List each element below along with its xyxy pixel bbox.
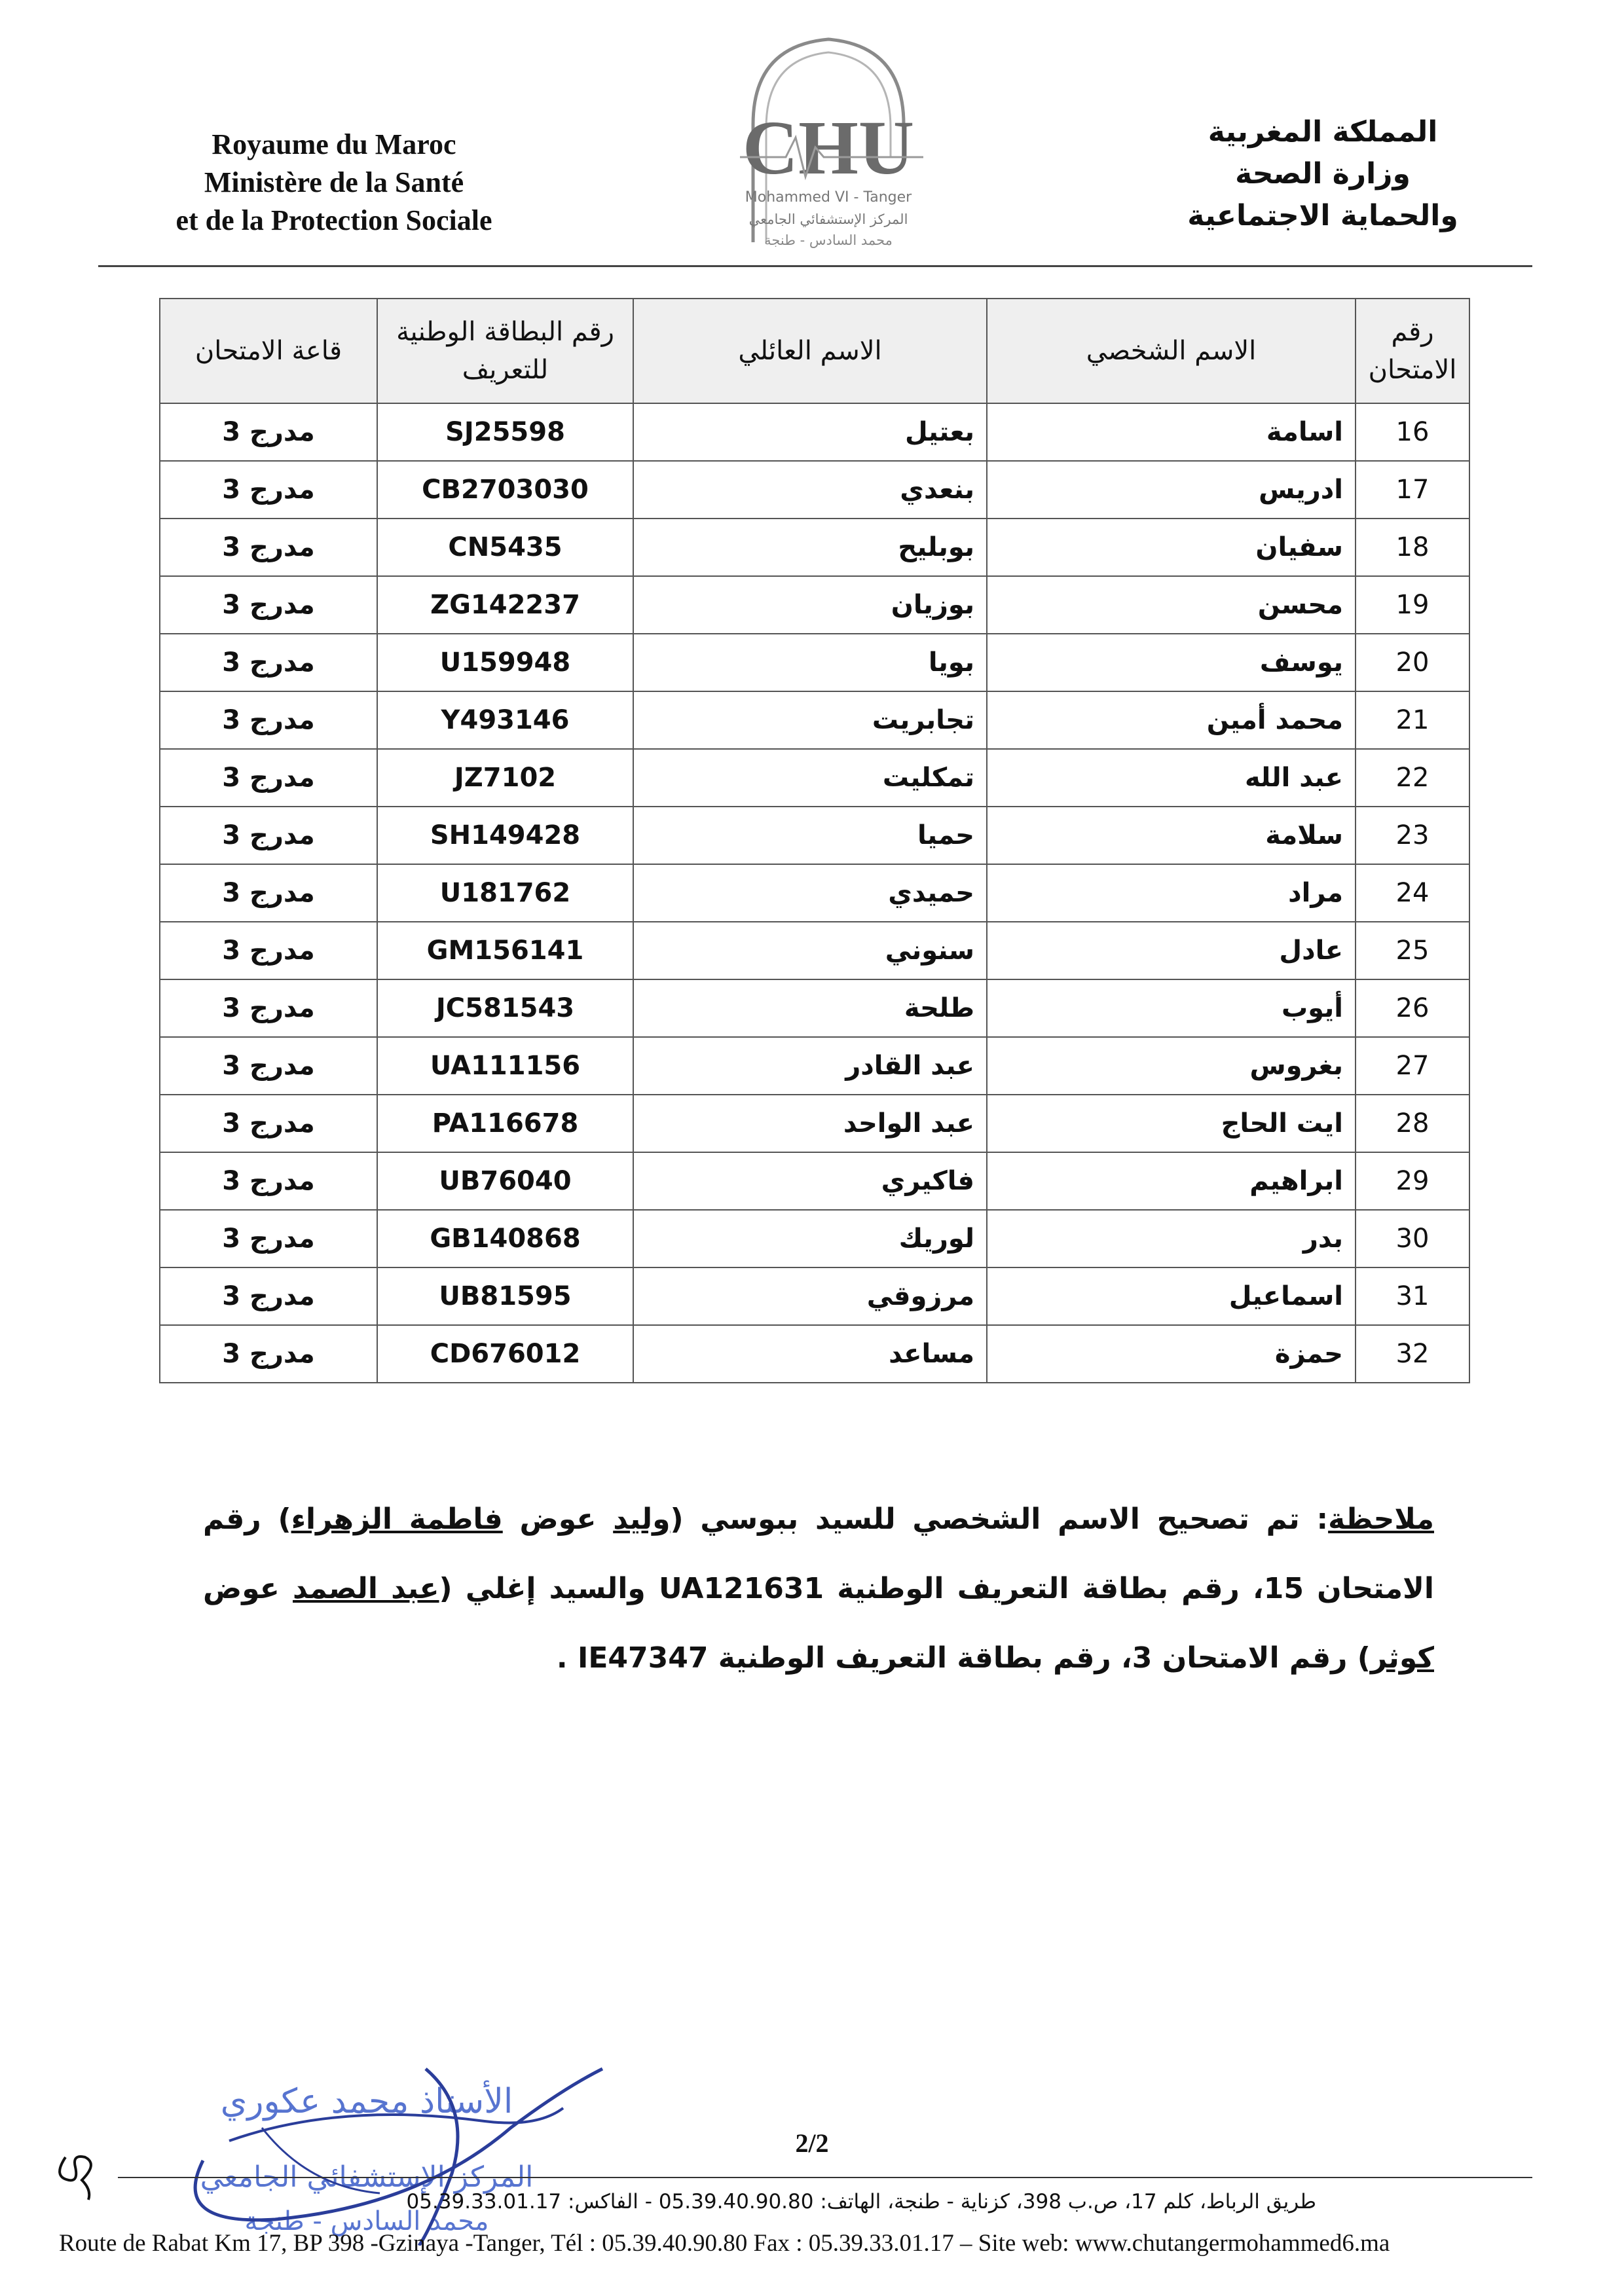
- cell-last-name: بعتيل: [633, 403, 987, 461]
- cell-exam-number: 22: [1356, 749, 1469, 807]
- cell-last-name: حميدي: [633, 864, 987, 922]
- cell-last-name: بويا: [633, 634, 987, 691]
- footer-divider: [118, 2177, 1532, 2178]
- note-national-id: UA121631: [658, 1572, 824, 1605]
- cell-first-name: سلامة: [987, 807, 1356, 864]
- column-header-first-name: الاسم الشخصي: [987, 299, 1356, 403]
- table-row: [160, 1152, 1469, 1210]
- note-national-id: IE47347: [577, 1641, 709, 1675]
- cell-exam-room: مدرج 3: [160, 922, 377, 979]
- table-header-row: [160, 299, 1469, 403]
- table-row: [160, 979, 1469, 1037]
- note-corrected-name: عبد الصمد: [293, 1572, 439, 1605]
- cell-exam-number: 28: [1356, 1095, 1469, 1152]
- cell-national-id: UB81595: [377, 1267, 633, 1325]
- cell-last-name: تجابريت: [633, 691, 987, 749]
- table-row: [160, 634, 1469, 691]
- cell-national-id: CD676012: [377, 1325, 633, 1383]
- table-row: [160, 864, 1469, 922]
- cell-exam-room: مدرج 3: [160, 403, 377, 461]
- table-row: [160, 576, 1469, 634]
- note-original-name: فاطمة الزهراء: [291, 1503, 503, 1536]
- cell-exam-room: مدرج 3: [160, 576, 377, 634]
- logo-arabic-line: محمد السادس - طنجة: [764, 232, 893, 248]
- cell-national-id: U181762: [377, 864, 633, 922]
- note-text: عوض: [203, 1572, 293, 1605]
- column-header-exam-number: رقم الامتحان: [1356, 299, 1469, 403]
- cell-first-name: عادل: [987, 922, 1356, 979]
- cell-first-name: سفيان: [987, 519, 1356, 576]
- chu-logo: [707, 26, 950, 275]
- column-header-national-id: رقم البطاقة الوطنية للتعريف: [377, 299, 633, 403]
- cell-exam-number: 17: [1356, 461, 1469, 519]
- cell-national-id: CB2703030: [377, 461, 633, 519]
- table-body: [160, 403, 1469, 1383]
- table-row: [160, 922, 1469, 979]
- cell-exam-room: مدرج 3: [160, 1095, 377, 1152]
- note-text: والسيد إغلي (: [439, 1572, 659, 1605]
- cell-first-name: ايت الحاج: [987, 1095, 1356, 1152]
- note-corrected-name: وليد: [613, 1503, 671, 1536]
- cell-national-id: JZ7102: [377, 749, 633, 807]
- cell-exam-room: مدرج 3: [160, 1210, 377, 1267]
- cell-first-name: اسماعيل: [987, 1267, 1356, 1325]
- header-french-line: Ministère de la Santé: [204, 166, 464, 198]
- table-row: [160, 461, 1469, 519]
- cell-national-id: UB76040: [377, 1152, 633, 1210]
- footer-french-address: Route de Rabat Km 17, BP 398 -Gzinaya -Tanger, Tél : 05.39.40.90.80 Fax : 05.39.33.01.17 – Site web: www.chutangermohammed6.ma: [59, 2230, 1390, 2257]
- column-header-exam-room: قاعة الامتحان: [160, 299, 377, 403]
- cell-first-name: مراد: [987, 864, 1356, 922]
- cell-last-name: عبد الواحد: [633, 1095, 987, 1152]
- logo-mark: CHU: [742, 105, 915, 191]
- cell-first-name: أيوب: [987, 979, 1356, 1037]
- table-row: [160, 403, 1469, 461]
- cell-first-name: محسن: [987, 576, 1356, 634]
- note-text: .: [556, 1641, 578, 1675]
- cell-national-id: JC581543: [377, 979, 633, 1037]
- table-row: [160, 1095, 1469, 1152]
- note-text: ) رقم الامتحان 15، رقم بطاقة التعريف الوطنية: [203, 1503, 1434, 1605]
- header-arabic-line: والحماية الاجتماعية: [1187, 199, 1458, 232]
- cell-exam-number: 18: [1356, 519, 1469, 576]
- cell-last-name: عبد القادر: [633, 1037, 987, 1095]
- cell-national-id: GB140868: [377, 1210, 633, 1267]
- cell-first-name: بغروس: [987, 1037, 1356, 1095]
- note-text: عوض: [502, 1503, 614, 1536]
- cell-exam-number: 32: [1356, 1325, 1469, 1383]
- table-row: [160, 807, 1469, 864]
- header-divider: [98, 265, 1532, 267]
- cell-last-name: بنعدي: [633, 461, 987, 519]
- cell-exam-number: 23: [1356, 807, 1469, 864]
- cell-exam-room: مدرج 3: [160, 1325, 377, 1383]
- stamp-name: الأستاذ محمد عكوري: [220, 2082, 513, 2121]
- cell-exam-room: مدرج 3: [160, 634, 377, 691]
- correction-note: [203, 1485, 1434, 1693]
- cell-exam-number: 20: [1356, 634, 1469, 691]
- cell-exam-number: 30: [1356, 1210, 1469, 1267]
- cell-exam-room: مدرج 3: [160, 691, 377, 749]
- cell-national-id: GM156141: [377, 922, 633, 979]
- cell-exam-number: 31: [1356, 1267, 1469, 1325]
- cell-last-name: بوبليح: [633, 519, 987, 576]
- header-arabic-line: وزارة الصحة: [1235, 157, 1411, 191]
- cell-exam-number: 26: [1356, 979, 1469, 1037]
- column-header-last-name: الاسم العائلي: [633, 299, 987, 403]
- cell-national-id: U159948: [377, 634, 633, 691]
- table-row: [160, 691, 1469, 749]
- cell-last-name: مساعد: [633, 1325, 987, 1383]
- cell-first-name: محمد أمين: [987, 691, 1356, 749]
- cell-exam-room: مدرج 3: [160, 864, 377, 922]
- cell-national-id: SJ25598: [377, 403, 633, 461]
- stamp-city: محمد السادس - طنجة: [244, 2206, 489, 2236]
- cell-exam-room: مدرج 3: [160, 1037, 377, 1095]
- cell-exam-number: 29: [1356, 1152, 1469, 1210]
- cell-first-name: اسامة: [987, 403, 1356, 461]
- cell-exam-room: مدرج 3: [160, 519, 377, 576]
- cell-last-name: بوزيان: [633, 576, 987, 634]
- cell-exam-number: 25: [1356, 922, 1469, 979]
- note-original-name: كوثر: [1370, 1641, 1434, 1675]
- cell-exam-number: 21: [1356, 691, 1469, 749]
- cell-exam-number: 16: [1356, 403, 1469, 461]
- note-text: ) رقم الامتحان 3، رقم بطاقة التعريف الوطنية: [708, 1641, 1371, 1675]
- header-arabic: [1166, 111, 1480, 237]
- header-arabic-line: المملكة المغربية: [1208, 115, 1438, 149]
- cell-national-id: PA116678: [377, 1095, 633, 1152]
- exam-list-table: [159, 298, 1470, 1383]
- logo-arabic-line: المركز الإستشفائي الجامعي: [748, 211, 908, 227]
- cell-national-id: UA111156: [377, 1037, 633, 1095]
- cell-national-id: ZG142237: [377, 576, 633, 634]
- cell-last-name: مرزوقي: [633, 1267, 987, 1325]
- cell-exam-room: مدرج 3: [160, 1152, 377, 1210]
- page-number: 2/2: [795, 2128, 829, 2158]
- cell-first-name: ادريس: [987, 461, 1356, 519]
- cell-last-name: حميا: [633, 807, 987, 864]
- header-french-line: et de la Protection Sociale: [175, 204, 492, 236]
- cell-first-name: ابراهيم: [987, 1152, 1356, 1210]
- table-row: [160, 749, 1469, 807]
- cell-exam-room: مدرج 3: [160, 979, 377, 1037]
- note-label: ملاحظة: [1328, 1503, 1434, 1536]
- cell-exam-room: مدرج 3: [160, 1267, 377, 1325]
- table-row: [160, 1210, 1469, 1267]
- cell-national-id: SH149428: [377, 807, 633, 864]
- cell-last-name: تمكليت: [633, 749, 987, 807]
- cell-exam-number: 19: [1356, 576, 1469, 634]
- cell-last-name: طلحة: [633, 979, 987, 1037]
- cell-exam-number: 24: [1356, 864, 1469, 922]
- stamp-institution: المركز الإستشفائي الجامعي: [200, 2160, 534, 2194]
- table-row: [160, 519, 1469, 576]
- note-text: : تم تصحيح الاسم الشخصي للسيد ببوسي (: [670, 1503, 1329, 1536]
- cell-first-name: بدر: [987, 1210, 1356, 1267]
- cell-first-name: يوسف: [987, 634, 1356, 691]
- cell-national-id: CN5435: [377, 519, 633, 576]
- cell-exam-room: مدرج 3: [160, 461, 377, 519]
- cell-exam-number: 27: [1356, 1037, 1469, 1095]
- table-row: [160, 1325, 1469, 1383]
- cell-last-name: سنوني: [633, 922, 987, 979]
- header-french: [98, 126, 570, 240]
- cell-first-name: حمزة: [987, 1325, 1356, 1383]
- cell-exam-room: مدرج 3: [160, 749, 377, 807]
- header-french-line: Royaume du Maroc: [212, 128, 456, 160]
- initials-mark: [52, 2151, 105, 2203]
- cell-last-name: فاكيري: [633, 1152, 987, 1210]
- table-row: [160, 1037, 1469, 1095]
- table-row: [160, 1267, 1469, 1325]
- logo-subtitle: Mohammed VI - Tanger: [745, 189, 912, 206]
- cell-last-name: لوريك: [633, 1210, 987, 1267]
- cell-national-id: Y493146: [377, 691, 633, 749]
- cell-first-name: عبد الله: [987, 749, 1356, 807]
- cell-exam-room: مدرج 3: [160, 807, 377, 864]
- footer-arabic-address: طريق الرباط، كلم 17، ص.ب 398، كزناية - طنجة، الهاتف: 05.39.40.90.80 - الفاكس: 05.39.33.01.17: [406, 2190, 1316, 2214]
